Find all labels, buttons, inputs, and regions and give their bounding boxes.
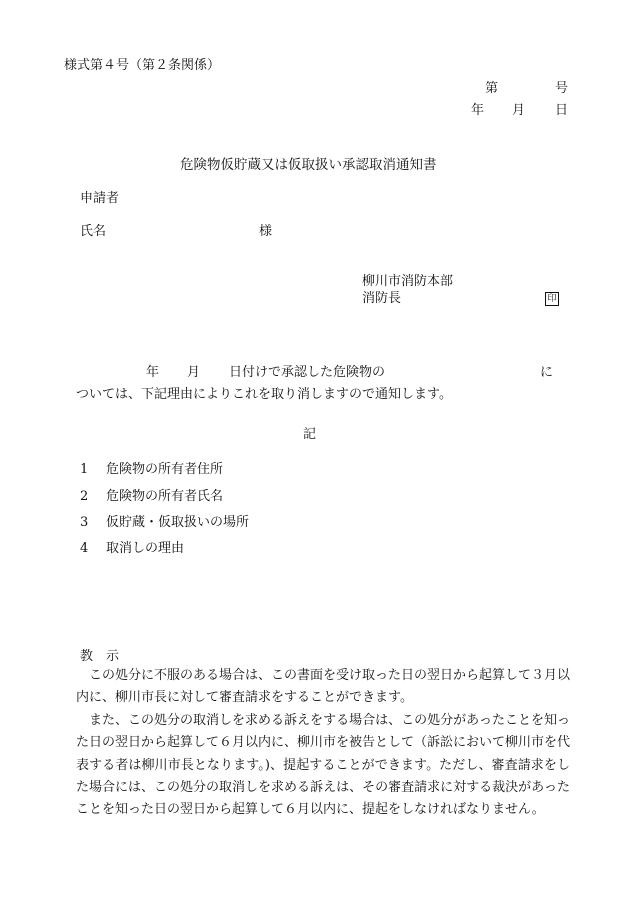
list-item-number: 2 [80,489,89,504]
ki-heading: 記 [303,427,317,442]
number-suffix: 号 [555,81,569,96]
notice-month: 月 [187,365,201,380]
applicant-honorific: 様 [259,224,273,239]
list-item-text: 仮貯蔵・仮取扱いの場所 [106,515,250,530]
notice-line2: ついては、下記理由によりこれを取り消しますので通知します。 [76,387,452,402]
notice-line1-end: に [540,365,554,380]
list-item-number: 4 [80,541,89,556]
seal-mark: 印 [545,292,559,306]
instruction-body [76,665,570,822]
document-title: 危険物仮貯蔵又は仮取扱い承認取消通知書 [180,157,437,173]
list-item-text: 危険物の所有者住所 [106,462,224,477]
date-day: 日 [555,103,569,118]
applicant-heading: 申請者 [80,191,120,206]
instruction-paragraph-2: また、この処分の取消しを求める訴えをする場合は、この処分があったことを知った日の翌日から起算して６月以内に、柳川市を被告として（訴訟において柳川市を代表する者は柳川市長となります。)、提起することができます。ただし、審査請求をした場合には、この処分の取消しを求める訴えは、その審査請求に対する裁決があったことを知った日の翌日から起算して６月以内に、提起をしなければなりません。 [76,712,571,818]
instruction-paragraph-1: この処分に不服のある場合は、この書面を受け取った日の翌日から起算して３月以内に、柳川市長に対して審査請求をすることができます。 [76,668,571,706]
date-month: 月 [512,103,526,118]
list-item-text: 危険物の所有者氏名 [106,489,224,504]
notice-line1-text: 日付けで承認した危険物の [229,365,386,380]
number-prefix: 第 [485,81,499,96]
notice-year: 年 [146,365,160,380]
list-item-number: 3 [80,515,89,530]
issuer-title: 消防長 [362,291,402,306]
date-year: 年 [471,103,485,118]
issuer-organization: 柳川市消防本部 [362,274,454,289]
list-item-text: 取消しの理由 [106,541,185,556]
form-label: 様式第４号（第２条関係） [64,58,221,73]
list-item-number: 1 [80,462,89,477]
instruction-heading: 教 示 [80,649,120,664]
applicant-name-label: 氏名 [80,224,107,239]
